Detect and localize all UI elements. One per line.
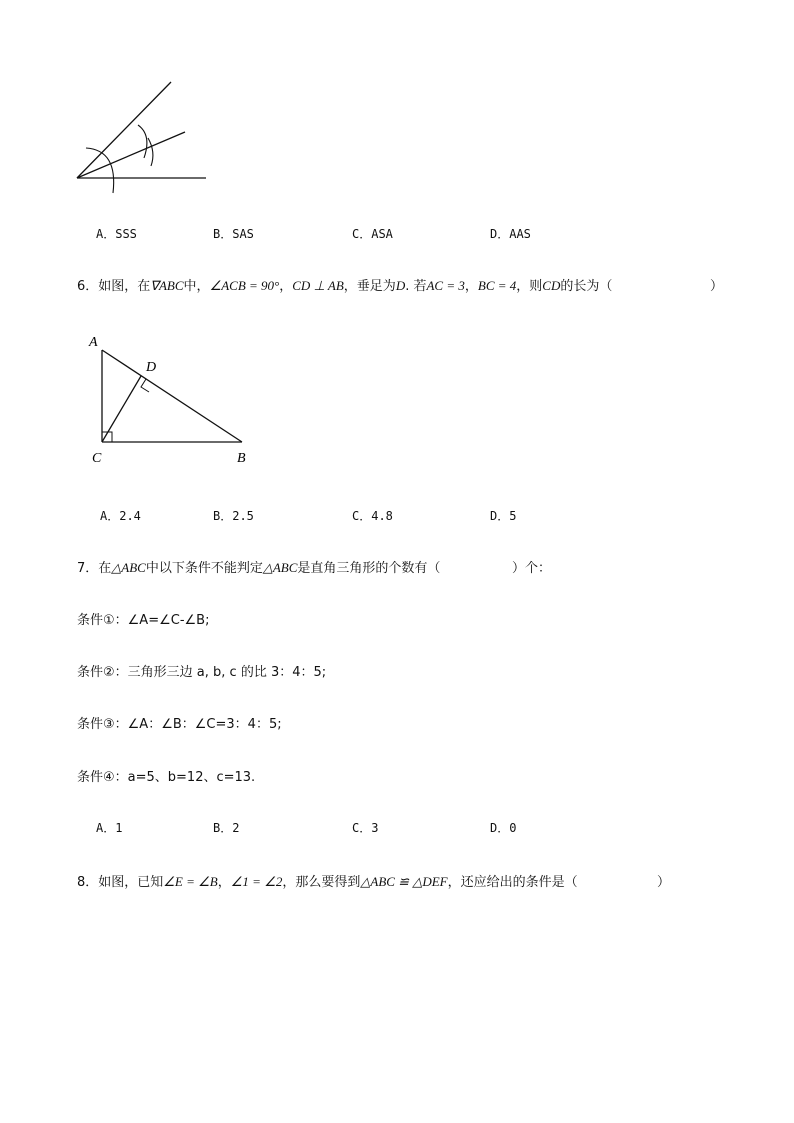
q7-text-2: 是直角三角形的个数有（ xyxy=(297,561,441,576)
label-b: B xyxy=(237,451,246,466)
q8-e1: ∠E = ∠B xyxy=(163,874,218,889)
q5-option-d: D．AAS xyxy=(490,227,531,241)
q7-condition-3: 条件③：∠A：∠B：∠C=3：4：5; xyxy=(77,717,282,732)
q6-option-d: D．5 xyxy=(490,509,517,523)
q6-text-3: ，垂足为 xyxy=(343,279,396,294)
q8-cong: △ABC ≌ △DEF xyxy=(360,874,448,889)
q8-text-1: ，那么要得到 xyxy=(282,875,361,890)
q6-option-a: A．2.4 xyxy=(100,509,141,523)
q6-ac: AC = 3 xyxy=(426,278,465,293)
q7-option-d: D．0 xyxy=(490,821,517,835)
q6-option-c: C．4.8 xyxy=(352,509,393,523)
q6-comma-1: ， xyxy=(279,279,293,294)
label-c: C xyxy=(92,451,102,466)
q5-option-a: A．SSS xyxy=(96,227,137,241)
q6-cd: CD xyxy=(542,278,561,293)
q7-option-a: A．1 xyxy=(96,821,123,835)
q6-text-4: . 若 xyxy=(405,279,427,294)
q6-text-5: ，则 xyxy=(516,279,543,294)
q7-condition-1: 条件①：∠A=∠C-∠B; xyxy=(77,613,210,628)
q8-question xyxy=(77,871,578,890)
q8-text-2: ，还应给出的条件是（ xyxy=(447,875,578,890)
q6-perp: CD ⊥ AB xyxy=(292,278,344,293)
q6-comma-2: ， xyxy=(464,279,478,294)
q7-text-1: 中以下条件不能判定 xyxy=(145,561,263,576)
q8-number: 8．如图，已知 xyxy=(77,875,164,890)
label-a: A xyxy=(89,335,98,350)
q7-text-3: ）个： xyxy=(512,561,552,576)
q7-option-b: B．2 xyxy=(213,821,240,835)
q7-question xyxy=(77,557,440,576)
q6-triangle: ∇ABC xyxy=(150,278,184,293)
q8-e2: ∠1 = ∠2 xyxy=(230,874,283,889)
q6-option-b: B．2.5 xyxy=(213,509,254,523)
q6-text-1: 如图，在 xyxy=(98,279,151,294)
label-d: D xyxy=(146,360,157,375)
q5-option-b: B．SAS xyxy=(213,227,254,241)
q7-condition-4: 条件④：a=5、b=12、c=13. xyxy=(77,770,256,785)
q8-text-3: ） xyxy=(657,875,671,890)
q7-number: 7．在 xyxy=(77,561,112,576)
q8-comma-1: ， xyxy=(217,875,231,890)
q7-tri-2: △ABC xyxy=(262,560,298,575)
q6-d: D xyxy=(395,278,406,293)
q6-paren-close: ） xyxy=(710,279,724,294)
q7-condition-2: 条件②：三角形三边 a, b, c 的比 3：4：5; xyxy=(77,665,327,680)
q6-text-2: 中， xyxy=(183,279,210,294)
q6-text-6: 的长为（ xyxy=(560,279,613,294)
q6-angle: ∠ACB = 90° xyxy=(209,278,280,293)
right-triangle-figure xyxy=(0,0,794,500)
q6-number: 6． xyxy=(77,279,99,294)
q6-bc: BC = 4 xyxy=(477,278,517,293)
q5-option-c: C．ASA xyxy=(352,227,393,241)
q7-tri-1: △ABC xyxy=(111,560,146,575)
q7-option-c: C．3 xyxy=(352,821,379,835)
